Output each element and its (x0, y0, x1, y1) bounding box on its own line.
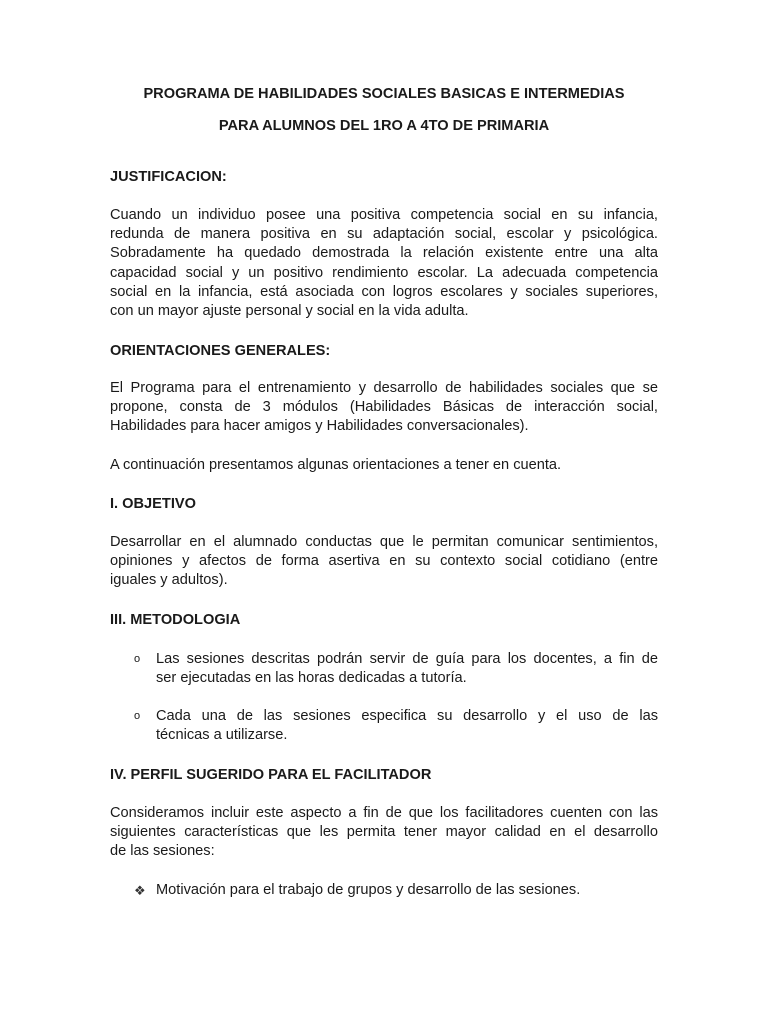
list-item-line: técnicas a utilizarse. (156, 727, 288, 744)
paragraph-line: opiniones y afectos de forma asertiva en su contexto social cotidiano (entre (110, 553, 658, 570)
paragraph-line: capacidad social y un positivo rendimiento escolar. La adecuada competencia (110, 264, 658, 281)
hollow-circle-bullet-icon: o (134, 710, 141, 722)
paragraph-orientaciones (110, 379, 658, 437)
list-item-line: ser ejecutadas en las horas dedicadas a tutoría. (156, 670, 467, 687)
paragraph-line: Consideramos incluir este aspecto a fin de que los facilitadores cuenten con las (110, 805, 658, 821)
paragraph-objetivo (110, 533, 658, 591)
document-title-line-1: PROGRAMA DE HABILIDADES SOCIALES BASICAS E INTERMEDIAS (143, 86, 625, 102)
section-heading-metodologia: III. METODOLOGIA (110, 612, 241, 628)
paragraph-line: redunda de manera positiva en su adaptación social, escolar y psicológica. (110, 226, 658, 243)
section-heading-justificacion: JUSTIFICACION: (110, 169, 227, 185)
paragraph-continuacion (110, 456, 658, 475)
paragraph-line: siguientes características que les permita tener mayor calidad en el desarrollo (110, 824, 658, 841)
paragraph-line: propone, consta de 3 módulos (Habilidades Básicas de interacción social, (110, 399, 658, 416)
diamond-bullet-icon: ❖ (134, 883, 146, 898)
paragraph-line: Habilidades para hacer amigos y Habilidades conversacionales). (110, 418, 529, 435)
paragraph-line: de las sesiones: (110, 843, 215, 860)
paragraph-line: iguales y adultos). (110, 572, 228, 589)
list-item-line: Las sesiones descritas podrán servir de guía para los docentes, a fin de (156, 651, 658, 667)
section-heading-perfil: IV. PERFIL SUGERIDO PARA EL FACILITADOR (110, 767, 432, 783)
paragraph-line: con un mayor ajuste personal y social en la vida adulta. (110, 303, 469, 320)
list-item-line: Cada una de las sesiones especifica su desarrollo y el uso de las (156, 708, 658, 724)
list-item-line: Motivación para el trabajo de grupos y desarrollo de las sesiones. (156, 882, 581, 898)
paragraph-perfil (110, 804, 658, 862)
hollow-circle-bullet-icon: o (134, 653, 141, 665)
paragraph-line: El Programa para el entrenamiento y desarrollo de habilidades sociales que se (110, 380, 658, 396)
document-title-line-2: PARA ALUMNOS DEL 1RO A 4TO DE PRIMARIA (218, 118, 550, 134)
section-heading-objetivo: I. OBJETIVO (110, 496, 196, 512)
section-heading-orientaciones: ORIENTACIONES GENERALES: (110, 343, 331, 359)
paragraph-line: Sobradamente ha quedado demostrada la relación existente entre una alta (110, 245, 658, 262)
paragraph-line: social en la infancia, está asociada con logros escolares y sociales superiores, (110, 283, 658, 300)
paragraph-line: A continuación presentamos algunas orientaciones a tener en cuenta. (110, 457, 562, 473)
paragraph-line: Desarrollar en el alumnado conductas que le permitan comunicar sentimientos, (110, 534, 658, 550)
paragraph-justificacion (110, 206, 658, 321)
paragraph-line: Cuando un individuo posee una positiva competencia social en su infancia, (110, 207, 658, 223)
